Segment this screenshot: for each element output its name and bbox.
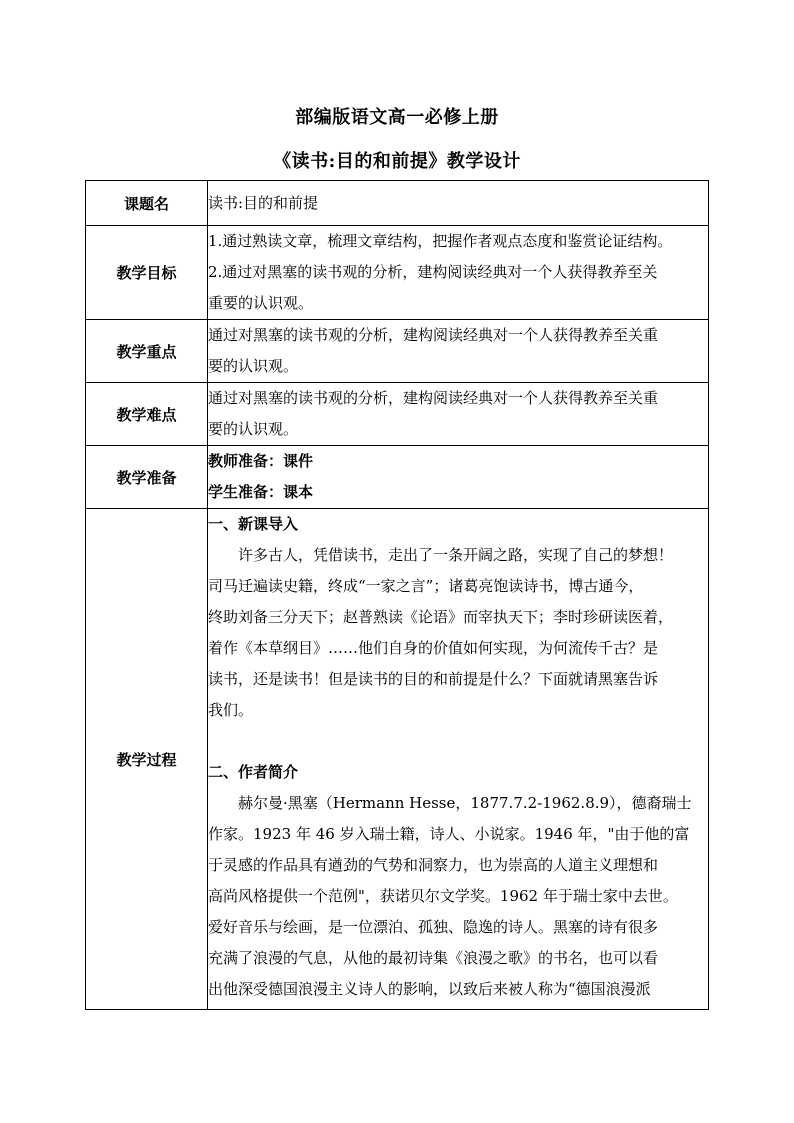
author-line-1: 赫尔曼·黑塞（Hermann Hesse，1877.7.2-1962.8.9），德裔瑞士 bbox=[238, 794, 692, 812]
key-points-line-1: 通过对黑塞的读书观的分析，建构阅读经典对一个人获得教养至关重 bbox=[208, 326, 659, 344]
document-title: 部编版语文高一必修上册 bbox=[295, 107, 499, 128]
lesson-plan-table bbox=[85, 180, 709, 1010]
goals-line-1: 1.通过熟读文章，梳理文章结构，把握作者观点态度和鉴赏论证结构。 bbox=[208, 232, 673, 250]
intro-line-6: 我们。 bbox=[208, 701, 254, 719]
section-intro-heading: 一、新课导入 bbox=[208, 515, 299, 533]
difficulties-content bbox=[208, 383, 709, 446]
author-line-3: 于灵感的作品具有遒劲的气势和洞察力，也为崇高的人道主义理想和 bbox=[208, 856, 659, 874]
intro-line-1: 许多古人，凭借读书，走出了一条开阔之路，实现了自己的梦想！ bbox=[238, 546, 674, 564]
table-row-difficulties bbox=[86, 383, 709, 446]
table-row-key-points bbox=[86, 320, 709, 383]
intro-line-2: 司马迁遍读史籍，终成“一家之言”；诸葛亮饱读诗书，博古通今， bbox=[208, 577, 644, 595]
intro-line-5: 读书，还是读书！但是读书的目的和前提是什么？下面就请黑塞告诉 bbox=[208, 670, 659, 688]
goals-content bbox=[208, 226, 709, 320]
preparation-content bbox=[208, 446, 709, 509]
goals-line-3: 重要的认识观。 bbox=[208, 294, 314, 312]
key-points-content bbox=[208, 320, 709, 383]
blank-line bbox=[208, 726, 708, 757]
topic-label: 课题名 bbox=[86, 181, 208, 226]
student-preparation: 学生准备：课本 bbox=[208, 483, 314, 501]
intro-line-3: 终助刘备三分天下；赵普熟读《论语》而宰执天下；李时珍研读医着， bbox=[208, 608, 674, 626]
author-line-4: 高尚风格提供一个范例"，获诺贝尔文学奖。1962 年于瑞士家中去世。 bbox=[208, 887, 678, 905]
author-line-5: 爱好音乐与绘画，是一位漂泊、孤独、隐逸的诗人。黑塞的诗有很多 bbox=[208, 918, 659, 936]
process-content bbox=[208, 509, 709, 1010]
document-subtitle: 《读书:目的和前提》教学设计 bbox=[273, 151, 521, 172]
topic-text: 读书:目的和前提 bbox=[208, 194, 319, 212]
table-row-preparation bbox=[86, 446, 709, 509]
process-body bbox=[208, 509, 708, 1005]
preparation-label: 教学准备 bbox=[86, 446, 208, 509]
difficulties-label: 教学难点 bbox=[86, 383, 208, 446]
intro-line-4: 着作《本草纲目》……他们自身的价值如何实现，为何流传千古？是 bbox=[208, 639, 659, 657]
goals-label: 教学目标 bbox=[86, 226, 208, 320]
goals-line-2: 2.通过对黑塞的读书观的分析，建构阅读经典对一个人获得教养至关 bbox=[208, 263, 658, 281]
author-line-7: 出他深受德国浪漫主义诗人的影响，以致后来被人称为“德国浪漫派 bbox=[208, 980, 651, 998]
table-row-topic bbox=[86, 181, 709, 226]
difficulties-line-1: 通过对黑塞的读书观的分析，建构阅读经典对一个人获得教养至关重 bbox=[208, 389, 659, 407]
topic-value bbox=[208, 181, 709, 226]
key-points-line-2: 要的认识观。 bbox=[208, 357, 299, 375]
table-row-process bbox=[86, 509, 709, 1010]
process-label: 教学过程 bbox=[86, 509, 208, 1010]
key-points-label: 教学重点 bbox=[86, 320, 208, 383]
section-author-heading: 二、作者简介 bbox=[208, 763, 299, 781]
author-line-2: 作家。1923 年 46 岁入瑞士籍，诗人、小说家。1946 年，"由于他的富 bbox=[208, 825, 690, 843]
difficulties-line-2: 要的认识观。 bbox=[208, 420, 299, 438]
table-row-goals bbox=[86, 226, 709, 320]
author-line-6: 充满了浪漫的气息，从他的最初诗集《浪漫之歌》的书名，也可以看 bbox=[208, 949, 659, 967]
teacher-preparation: 教师准备：课件 bbox=[208, 452, 314, 470]
